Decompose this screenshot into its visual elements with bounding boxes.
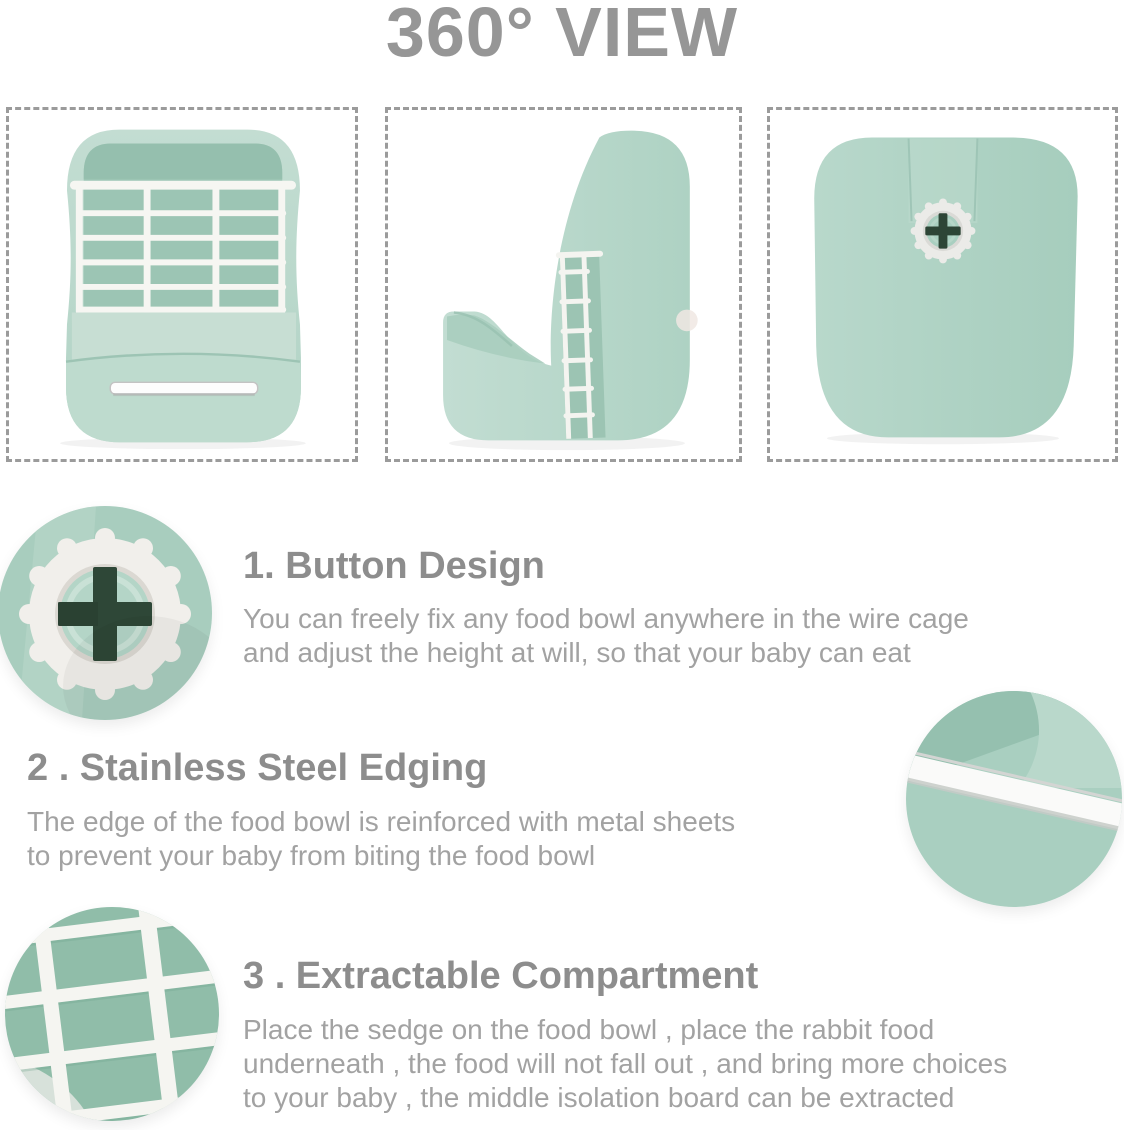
- grid-closeup-image: [5, 907, 219, 1121]
- back-view-box: [767, 107, 1118, 462]
- feature-3-description: [243, 1013, 1007, 1115]
- grid-closeup-illustration: [5, 907, 219, 1121]
- food-bowl: [66, 354, 301, 442]
- steel-strip-shadow: [113, 393, 255, 396]
- steel-strip: [110, 382, 257, 394]
- side-view-box: [385, 107, 742, 462]
- side-button-nub: [676, 310, 698, 332]
- feature-1-line-1: You can freely fix any food bowl anywhere in the wire cage: [243, 603, 969, 634]
- interior-top-shade: [84, 143, 283, 178]
- feature-1-line-2: and adjust the height at will, so that your baby can eat: [243, 637, 911, 668]
- feature-2-line-2: to prevent your baby from biting the food bowl: [27, 840, 596, 871]
- side-view-image: [388, 110, 739, 459]
- front-view-image: [9, 110, 355, 459]
- feature-3-heading: 3 . Extractable Compartment: [243, 955, 759, 997]
- feature-1-description: [243, 602, 969, 670]
- front-view-box: [6, 107, 358, 462]
- feature-1-heading: 1. Button Design: [243, 545, 545, 587]
- feature-2-heading: 2 . Stainless Steel Edging: [27, 747, 488, 789]
- feature-3-line-1: Place the sedge on the food bowl , place the rabbit food: [243, 1014, 935, 1045]
- steel-edge-closeup-image: [906, 691, 1122, 907]
- page-title: 360° VIEW: [385, 0, 739, 71]
- steel-edge-illustration: [906, 691, 1122, 907]
- feature-2-line-1: The edge of the food bowl is reinforced with metal sheets: [27, 806, 736, 837]
- button-closeup-image: [0, 506, 212, 720]
- feature-2-description: [27, 805, 735, 873]
- back-view-image: [770, 110, 1115, 459]
- feature-3-line-2: underneath , the food will not fall out , and bring more choices: [243, 1048, 1008, 1079]
- button-closeup-illustration: [0, 506, 212, 720]
- feature-3-line-3: to your baby , the middle isolation board can be extracted: [243, 1082, 955, 1113]
